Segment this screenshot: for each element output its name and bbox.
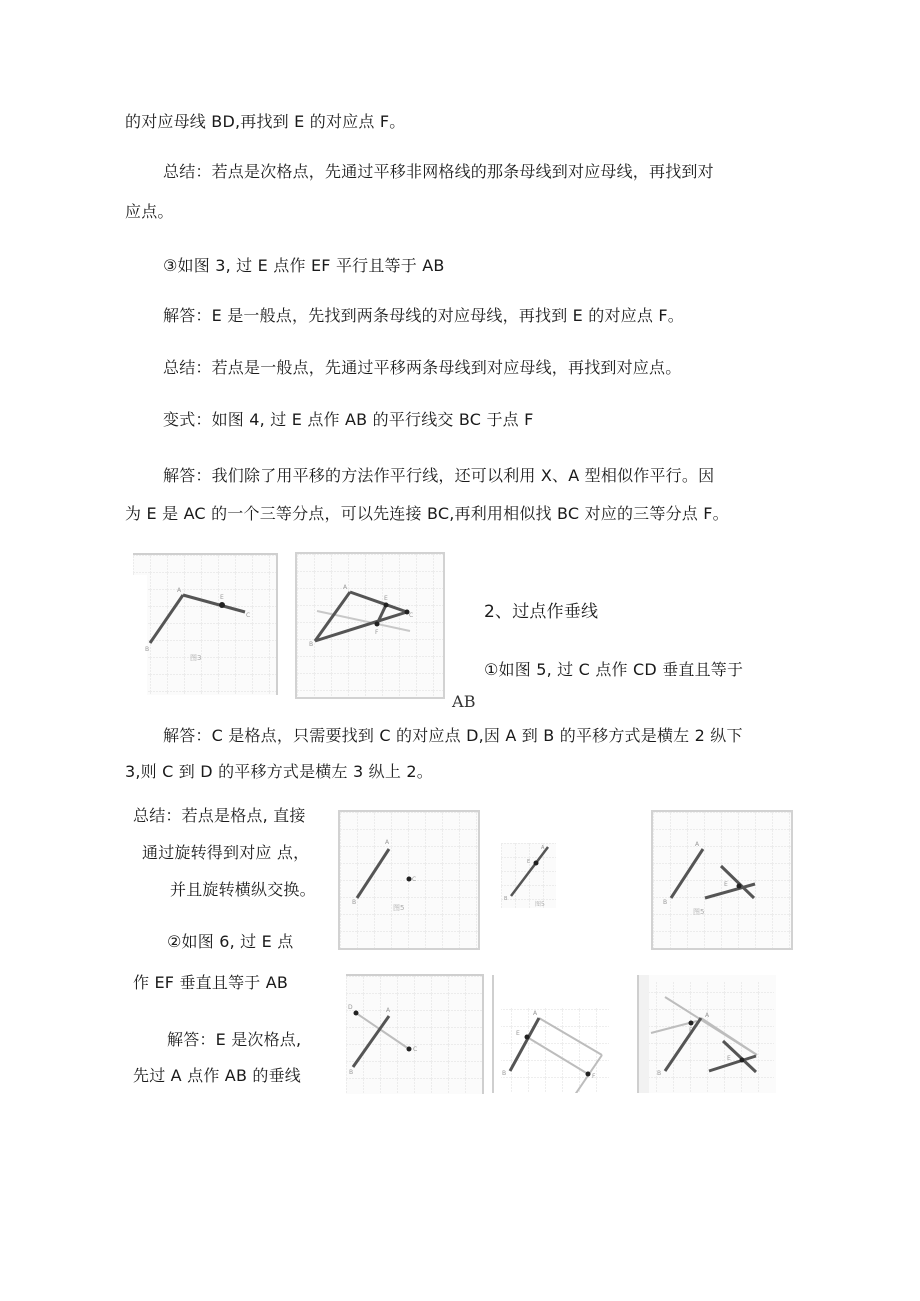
svg-text:A: A	[386, 1007, 391, 1014]
paragraph-continuation: 的对应母线 BD,再找到 E 的对应点 F。	[125, 112, 406, 131]
svg-text:B: B	[145, 646, 150, 653]
svg-text:A: A	[343, 584, 348, 591]
figure-5-step-2	[501, 843, 556, 908]
section-2-heading: 2、过点作垂线	[484, 602, 599, 622]
svg-text:E: E	[220, 594, 224, 601]
figure-3	[133, 553, 278, 695]
summary-5-line-1: 总结：若点是格点, 直接	[133, 806, 306, 825]
example-5-prompt-tail: AB	[452, 692, 476, 711]
summary-5-line-3: 并且旋转横纵交换。	[170, 880, 316, 899]
svg-text:A: A	[541, 845, 545, 851]
svg-text:C: C	[413, 1046, 418, 1053]
svg-text:D: D	[348, 1004, 353, 1011]
answer-6-line-1: 解答：E 是次格点,	[167, 1030, 302, 1049]
answer-5-line-1: 解答：C 是格点，只需要找到 C 的对应点 D,因 A 到 B 的平移方式是横左 2 纵下	[163, 726, 743, 745]
svg-text:B: B	[349, 1069, 354, 1076]
variant-prompt: 变式：如图 4, 过 E 点作 AB 的平行线交 BC 于点 F	[163, 410, 534, 429]
svg-text:F: F	[592, 1073, 596, 1080]
figure-6-step-3	[637, 975, 776, 1093]
svg-text:B: B	[309, 641, 314, 648]
svg-text:A: A	[533, 1010, 538, 1017]
summary-3: 总结：若点是一般点，先通过平移两条母线到对应母线，再找到对应点。	[163, 358, 682, 377]
svg-text:F: F	[689, 1027, 693, 1034]
svg-text:图3: 图3	[190, 654, 202, 662]
svg-text:A: A	[177, 587, 182, 594]
figure-5-step-1	[338, 810, 480, 950]
svg-text:A: A	[705, 1012, 710, 1019]
svg-text:B: B	[663, 899, 668, 906]
figure-4	[295, 552, 445, 699]
svg-text:B: B	[504, 896, 508, 902]
summary-5-line-2: 通过旋转得到对应 点，	[142, 843, 310, 862]
example-3-prompt: ③如图 3, 过 E 点作 EF 平行且等于 AB	[163, 256, 445, 275]
svg-text:C: C	[246, 612, 251, 619]
answer-variant-line-1: 解答：我们除了用平移的方法作平行线，还可以利用 X、A 型相似作平行。因	[163, 466, 715, 485]
svg-text:E: E	[727, 1055, 731, 1062]
figure-4-diagram	[297, 554, 443, 697]
answer-6-line-2: 先过 A 点作 AB 的垂线	[133, 1066, 302, 1085]
svg-text:E: E	[516, 1030, 520, 1037]
summary-line-2: 应点。	[125, 202, 174, 221]
example-5-prompt: ①如图 5, 过 C 点作 CD 垂直且等于	[484, 660, 744, 679]
example-6-prompt-line-1: ②如图 6, 过 E 点	[167, 932, 294, 951]
svg-text:A: A	[695, 841, 700, 848]
svg-text:图5: 图5	[535, 901, 545, 908]
svg-text:E: E	[384, 595, 388, 602]
summary-line-1: 总结：若点是次格点，先通过平移非网格线的那条母线到对应母线，再找到对	[163, 162, 714, 181]
figure-3-diagram	[133, 555, 276, 695]
figure-5-step-3	[651, 810, 793, 950]
svg-text:图5: 图5	[693, 908, 705, 916]
svg-text:C: C	[409, 612, 414, 619]
figure-6-step-1	[346, 974, 484, 1094]
answer-variant-line-2: 为 E 是 AC 的一个三等分点，可以先连接 BC,再利用相似找 BC 对应的三等分点 F。	[125, 504, 729, 523]
svg-text:B: B	[657, 1070, 662, 1077]
svg-text:B: B	[352, 899, 357, 906]
answer-5-line-2: 3,则 C 到 D 的平移方式是横左 3 纵上 2。	[125, 762, 433, 781]
svg-text:F: F	[375, 629, 379, 636]
answer-3: 解答：E 是一般点，先找到两条母线的对应母线，再找到 E 的对应点 F。	[163, 306, 684, 325]
svg-text:图5: 图5	[393, 904, 405, 912]
svg-text:C: C	[412, 876, 417, 883]
figure-6-step-2	[492, 975, 609, 1093]
svg-text:E: E	[527, 859, 531, 865]
example-6-prompt-line-2: 作 EF 垂直且等于 AB	[133, 973, 289, 992]
svg-text:E: E	[724, 881, 728, 888]
svg-text:A: A	[385, 839, 390, 846]
svg-text:B: B	[502, 1070, 507, 1077]
